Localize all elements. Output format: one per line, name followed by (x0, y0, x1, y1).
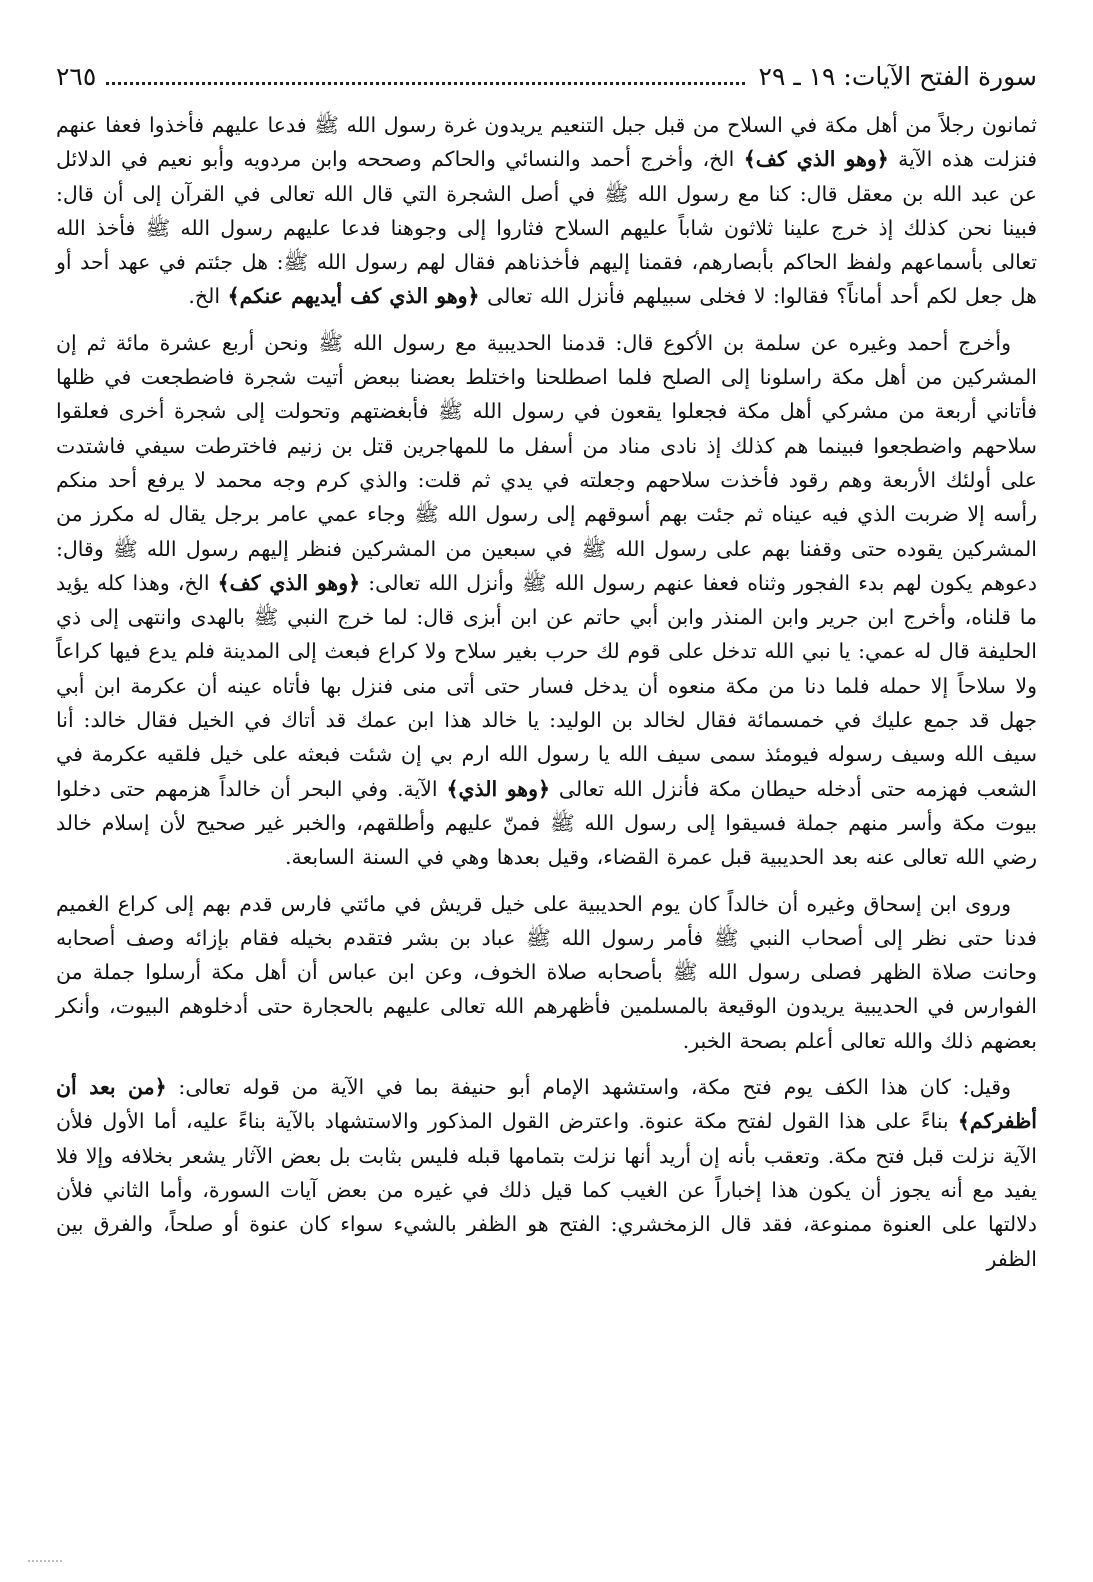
paragraph-text: الآية. وفي البحر أن خالداً هزمهم حتى دخلوا بيوت مكة وأسر منهم جملة فسيقوا إلى رسول الله ﷺ فمنّ عليهم وأطلقهم، والخبر غير صحيح لأن إسلام خالد رضي الله تعالى عنه بعد الحديبية قبل عمرة القضاء، وقيل بعدها وهي في السنة السابعة. (56, 776, 1037, 870)
paragraph-text: بناءً على هذا القول لفتح مكة عنوة. واعترض القول المذكور والاستشهاد بالآية بناءً عليه، أما الأول فلأن الآية نزلت قبل فتح مكة. وتعقب بأنه إن أريد أنها نزلت بتمامها قبله فليس بثابت بل بعض الآثار يشعر بخلافه وإلا فلا يفيد مع أنه يجوز أن يكون هذا إخباراً عن الغيب كما قيل ذلك في غيره من بعض آيات السورة، وأما الثاني فلأن دلالتها على العنوة ممنوعة، فقد قال الزمخشري: الفتح هو الظفر بالشيء سواء كان عنوة أو صلحاً، والفرق بين الظفر (56, 1109, 1037, 1271)
paragraph-text: ثمانون رجلاً من أهل مكة في السلاح من قبل جبل التنعيم يريدون غرة رسول الله ﷺ فدعا عليهم فأخذوا فعفا عنهم فنزلت هذه الآية (56, 113, 1038, 172)
paragraph-4 (56, 1070, 1037, 1276)
paragraph-text: الخ، وهذا كله يؤيد ما قلناه، وأخرج ابن جرير وابن المنذر وابن أبي حاتم عن ابن أبزى قال: لما خرج النبي ﷺ بالهدى وانتهى إلى ذي الحليفة قال له عمي: يا نبي الله تدخل على قوم لك حرب بغير سلاح ولا كراع فبعث إلى المدينة فلم يدع فيها كراعاً ولا سلاحاً إلا حمله فلما دنا من مكة منعوه أن يدخل فسار حتى أتى منى فنزل بها فأتاه عينه أن عكرمة ابن أبي جهل قد جمع عليك في خمسمائة فقال لخالد بن الوليد: يا خالد هذا ابن عمك قد أتاك في الخيل فقال خالد: أنا سيف الله وسيف رسوله فيومئذ سمى سيف الله يا رسول الله ارم بي إن شئت فبعثه على خيل فلقيه عكرمة في الشعب فهزمه حتى أدخله حيطان مكة فأنزل الله تعالى (56, 570, 1037, 801)
paragraph-text: الخ. (188, 284, 228, 309)
paragraph-text: وأخرج أحمد وغيره عن سلمة بن الأكوع قال: قدمنا الحديبية مع رسول الله ﷺ ونحن أربع عشرة مائة ثم إن المشركين من أهل مكة راسلونا إلى الصلح فلما اصطلحنا واختلط بعضنا ببعض أتيت شجرة فاضطجعت في ظلها فأتاني أربعة من مشركي أهل مكة فجعلوا يقعون في رسول الله ﷺ فأبغضتهم وتحولت إلى شجرة أخرى فعلقوا سلاحهم واضطجعوا فبينما هم كذلك إذ نادى مناد من أسفل ما للمهاجرين قتل بن زنيم فاخترطت سيفي فاشتدت على أولئك الأربعة وهم رقود فأخذت سلاحهم وجعلته في يدي ثم قلت: والذي كرم وجه محمد لا يرفع أحد منكم رأسه إلا ضربت الذي فيه عيناه ثم جئت بهم أسوقهم إلى رسول الله ﷺ وجاء عمي عامر برجل يقال له مكرز من المشركين يقوده حتى وقفنا بهم على رسول الله ﷺ في سبعين من المشركين فنظر إليهم رسول الله ﷺ وقال: دعوهم يكون لهم بدء الفجور وثناه فعفا عنهم رسول الله ﷺ وأنزل الله تعالى: (56, 330, 1038, 595)
quran-quote: ﴿وهو الذي كف﴾ (743, 147, 889, 172)
header-title: سورة الفتح الآيات: ١٩ ـ ٢٩ (758, 62, 1037, 91)
quran-quote: ﴿وهو الذي﴾ (446, 776, 551, 801)
quran-quote: ﴿وهو الذي كف﴾ (217, 570, 361, 595)
paragraph-text: وروى ابن إسحاق وغيره أن خالداً كان يوم الحديبية على خيل قريش في مائتي فارس قدم بهم إلى كراع الغميم فدنا حتى نظر إلى أصحاب النبي ﷺ فأمر رسول الله ﷺ عباد بن بشر فتقدم بخيله فقام بإزائه وصف أصحابه وحانت صلاة الظهر فصلى رسول الله ﷺ بأصحابه صلاة الخوف، وعن ابن عباس أن أهل مكة أرسلوا جملة من الفوارس في الحديبية يريدون الوقيعة بالمسلمين فأظهرهم الله تعالى عليهم بالحجارة حتى أدخلوهم البيوت، وأنكر بعضهم ذلك والله تعالى أعلم بصحة الخبر. (56, 891, 1037, 1053)
quran-quote: ﴿من بعد أن أظفركم﴾ (56, 1075, 1037, 1134)
paragraph-1 (56, 108, 1037, 314)
paragraph-text: الخ، وأخرج أحمد والنسائي والحاكم وصححه وابن مردويه وأبو نعيم في الدلائل عن عبد الله بن معقل قال: كنا مع رسول الله ﷺ في أصل الشجرة التي قال الله تعالى في القرآن إلى أن قال: فبينا نحن كذلك إذ خرج علينا ثلاثون شاباً عليهم السلاح فثاروا إلى وجوهنا فدعا عليهم رسول الله ﷺ فأخذ الله تعالى بأسماعهم ولفظ الحاكم بأبصارهم، فقمنا إليهم فأخذناهم فقال لهم رسول الله ﷺ: هل جئتم في عهد أحد أو هل جعل لكم أحد أماناً؟ فقالوا: لا فخلى سبيلهم فأنزل الله تعالى (56, 147, 1037, 309)
paragraph-3 (56, 887, 1037, 1058)
quran-quote: ﴿وهو الذي كف أيديهم عنكم﴾ (227, 284, 480, 309)
running-header (56, 62, 1037, 100)
scan-corner-mark (28, 1559, 62, 1562)
page-number: ٢٦٥ (56, 62, 97, 91)
header-dotted-leader (106, 81, 744, 85)
paragraph-text: وقيل: كان هذا الكف يوم فتح مكة، واستشهد الإمام أبو حنيفة بما في الآية من قوله تعالى: (166, 1075, 1011, 1100)
paragraph-2 (56, 326, 1037, 875)
